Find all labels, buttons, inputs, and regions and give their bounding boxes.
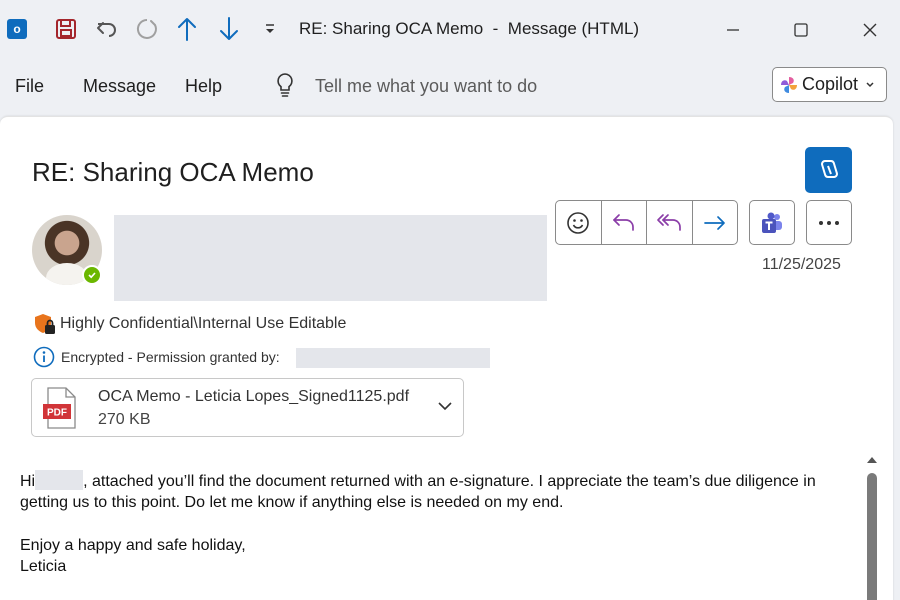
message-body <box>20 470 860 577</box>
copilot-icon <box>816 157 842 183</box>
more-actions-button[interactable] <box>806 200 852 245</box>
recipient-name-redacted <box>35 470 83 490</box>
info-icon <box>33 346 55 368</box>
permission-owner-redacted <box>296 348 490 368</box>
maximize-button[interactable] <box>779 14 823 46</box>
undo-icon[interactable] <box>93 14 121 44</box>
scrollbar-thumb[interactable] <box>867 473 877 600</box>
title-bar <box>0 0 900 60</box>
attachment-card[interactable] <box>31 378 464 437</box>
scroll-up-arrow-icon[interactable] <box>864 453 880 467</box>
arrow-up-icon[interactable] <box>173 14 201 44</box>
attachment-size: 270 KB <box>98 411 151 428</box>
redo-icon[interactable] <box>133 14 161 44</box>
reading-pane <box>0 116 893 600</box>
copilot-summary-button[interactable] <box>805 147 852 193</box>
customize-toolbar-icon[interactable] <box>256 14 284 44</box>
copilot-button[interactable] <box>772 67 887 102</box>
encryption-text: Encrypted - Permission granted by: <box>61 349 280 365</box>
copilot-icon <box>780 76 798 94</box>
teams-chat-button[interactable] <box>749 200 795 245</box>
pdf-file-icon <box>42 387 78 429</box>
outlook-logo-icon: o <box>7 19 27 39</box>
presence-available-icon <box>82 265 102 285</box>
sender-info-redacted <box>114 215 547 301</box>
body-paragraph <box>20 470 860 513</box>
more-icon <box>818 220 840 226</box>
smiley-icon <box>566 211 590 235</box>
reply-all-button[interactable] <box>647 201 693 244</box>
message-date: 11/25/2025 <box>762 256 841 273</box>
chevron-down-icon <box>864 80 876 90</box>
close-button[interactable] <box>848 14 892 46</box>
tell-me-search[interactable]: Tell me what you want to do <box>315 76 538 96</box>
closing-line: Enjoy a happy and safe holiday, <box>20 537 246 554</box>
reply-button[interactable] <box>602 201 648 244</box>
window-title: RE: Sharing OCA Memo - Message (HTML) <box>299 19 640 38</box>
body-line: , attached you’ll find the document returned with an e-signature. I appreciate the team’s due diligence in getting us to this point. Do let me know if anything else is needed on my end. <box>20 473 816 511</box>
menu-file[interactable]: File <box>15 76 45 96</box>
menu-bar <box>0 60 900 112</box>
encryption-info <box>33 346 280 368</box>
chevron-down-icon[interactable] <box>436 399 454 413</box>
greeting: Hi <box>20 473 36 490</box>
forward-button[interactable] <box>693 201 738 244</box>
save-icon[interactable] <box>52 14 80 44</box>
reply-icon <box>611 212 637 234</box>
message-subject: RE: Sharing OCA Memo <box>32 157 314 187</box>
sensitivity-text: Highly Confidential\Internal Use Editable <box>60 315 347 332</box>
signature: Leticia <box>20 558 67 575</box>
menu-help[interactable]: Help <box>185 76 223 96</box>
copilot-label: Copilot <box>802 74 859 94</box>
react-button[interactable] <box>556 201 602 244</box>
message-actions <box>555 200 738 245</box>
shield-lock-icon <box>33 312 57 336</box>
minimize-button[interactable] <box>711 14 755 46</box>
reply-all-icon <box>655 212 683 234</box>
teams-icon <box>760 211 784 235</box>
attachment-name: OCA Memo - Leticia Lopes_Signed1125.pdf <box>98 388 410 405</box>
arrow-down-icon[interactable] <box>215 14 243 44</box>
menu-message[interactable]: Message <box>83 76 157 96</box>
svg-text:PDF: PDF <box>47 407 67 419</box>
forward-icon <box>702 212 728 234</box>
sensitivity-label[interactable] <box>33 312 346 336</box>
lightbulb-icon <box>274 71 296 99</box>
